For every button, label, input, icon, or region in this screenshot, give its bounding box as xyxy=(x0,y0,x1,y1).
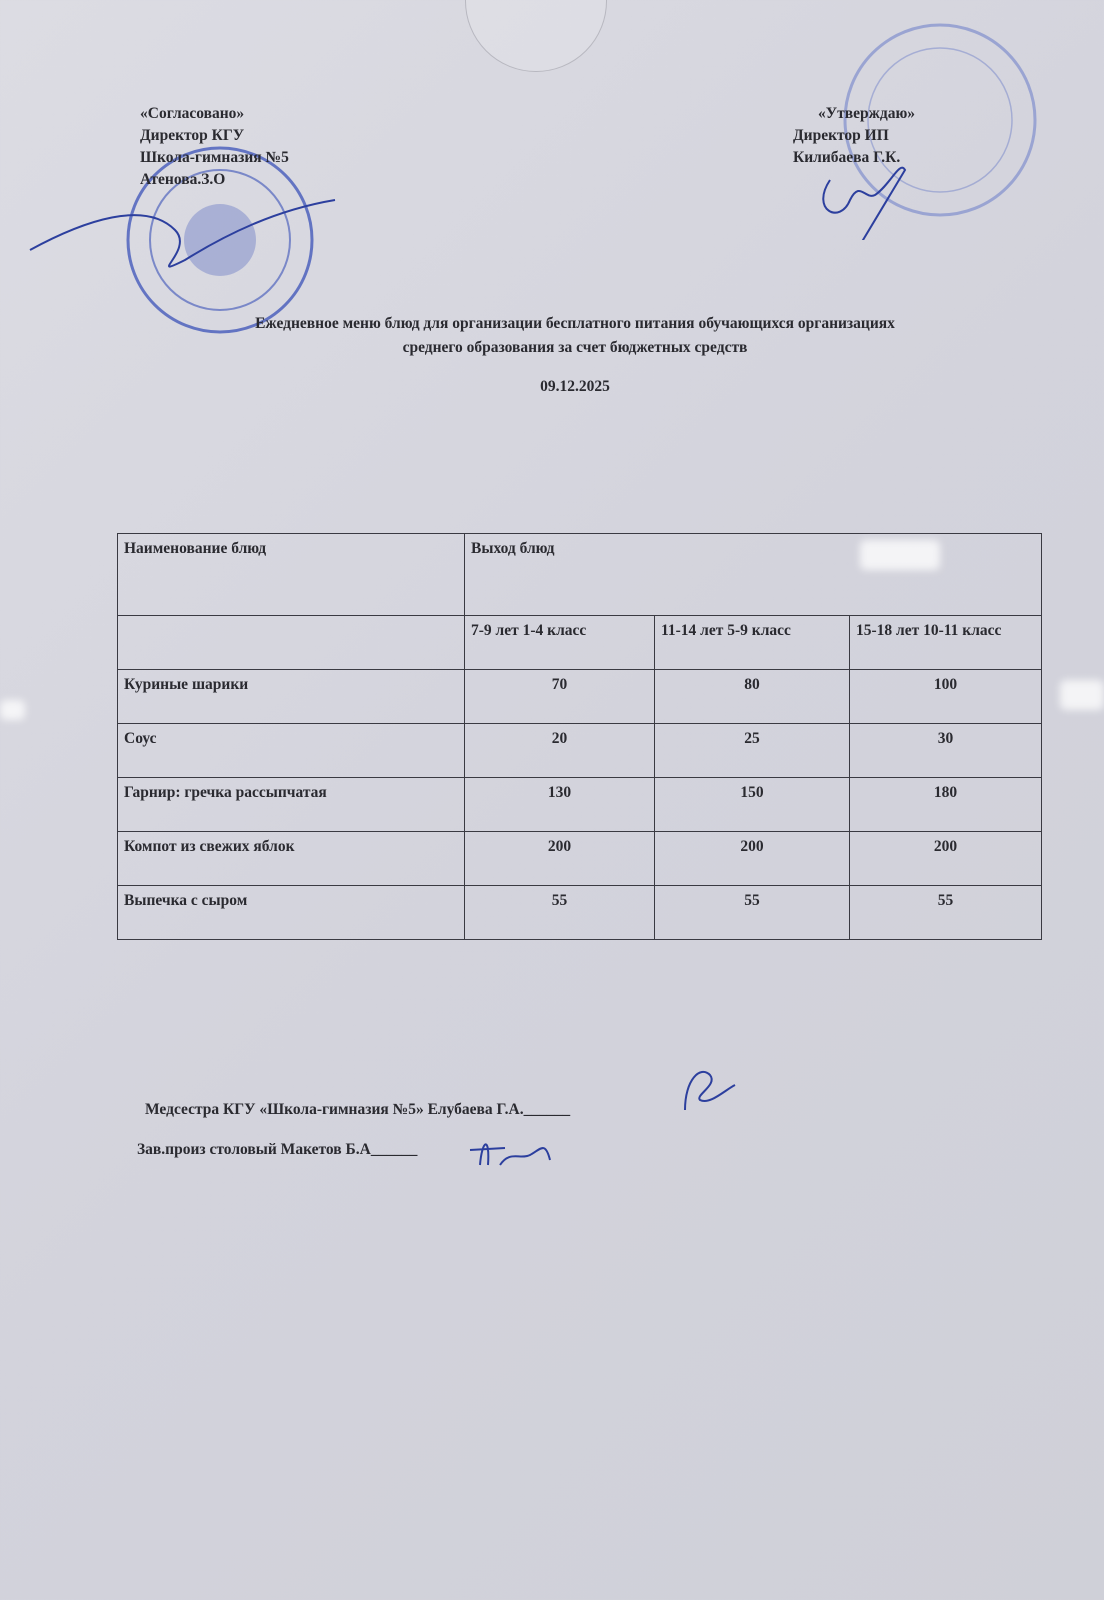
menu-table xyxy=(117,533,1042,940)
header-output: Выход блюд xyxy=(465,534,1042,616)
portion: 100 xyxy=(850,670,1042,724)
manager-signature-line: Зав.произ столовый Макетов Б.А______ xyxy=(137,1141,418,1158)
document-title-line2: среднего образования за счет бюджетных средств xyxy=(402,339,748,356)
ip-stamp xyxy=(790,10,1050,240)
portion: 180 xyxy=(850,778,1042,832)
approval-left-2: Директор КГУ xyxy=(140,127,245,144)
approval-right-2: Директор ИП xyxy=(793,127,889,144)
glare xyxy=(860,540,940,570)
portion: 200 xyxy=(465,832,655,886)
table-row xyxy=(118,886,1042,940)
portion: 200 xyxy=(850,832,1042,886)
dish-name: Куриные шарики xyxy=(118,670,465,724)
dish-name: Выпечка с сыром xyxy=(118,886,465,940)
nurse-signature-line: Медсестра КГУ «Школа-гимназия №5» Елубаева Г.А.______ xyxy=(145,1101,571,1118)
portion: 70 xyxy=(465,670,655,724)
portion: 130 xyxy=(465,778,655,832)
table-group-row xyxy=(118,616,1042,670)
portion: 55 xyxy=(655,886,850,940)
glare xyxy=(1060,680,1104,710)
portion: 55 xyxy=(850,886,1042,940)
approval-left-1: «Согласовано» xyxy=(140,105,245,122)
table-row xyxy=(118,724,1042,778)
table-row xyxy=(118,832,1042,886)
group-11-14: 11-14 лет 5-9 класс xyxy=(655,616,850,670)
glare xyxy=(0,700,25,720)
nurse-signature xyxy=(670,1060,740,1115)
document-title-line1: Ежедневное меню блюд для организации бесплатного питания обучающихся организациях xyxy=(255,315,895,332)
group-7-9: 7-9 лет 1-4 класс xyxy=(465,616,655,670)
portion: 20 xyxy=(465,724,655,778)
portion: 80 xyxy=(655,670,850,724)
portion: 30 xyxy=(850,724,1042,778)
group-15-18: 15-18 лет 10-11 класс xyxy=(850,616,1042,670)
header-dish-name: Наименование блюд xyxy=(118,534,465,616)
table-row xyxy=(118,778,1042,832)
approval-right-3: Килибаева Г.К. xyxy=(793,149,901,166)
dish-name: Соус xyxy=(118,724,465,778)
approval-left-4: Атенова.З.О xyxy=(140,171,226,188)
portion: 55 xyxy=(465,886,655,940)
table-row xyxy=(118,670,1042,724)
dish-name: Гарнир: гречка рассыпчатая xyxy=(118,778,465,832)
portion: 150 xyxy=(655,778,850,832)
approval-left-3: Школа-гимназия №5 xyxy=(140,149,289,166)
document-date: 09.12.2025 xyxy=(540,378,610,395)
sleeve-cutout xyxy=(465,0,607,72)
dish-name: Компот из свежих яблок xyxy=(118,832,465,886)
portion: 200 xyxy=(655,832,850,886)
approval-right-1: «Утверждаю» xyxy=(818,105,916,122)
portion: 25 xyxy=(655,724,850,778)
manager-signature xyxy=(460,1130,570,1170)
